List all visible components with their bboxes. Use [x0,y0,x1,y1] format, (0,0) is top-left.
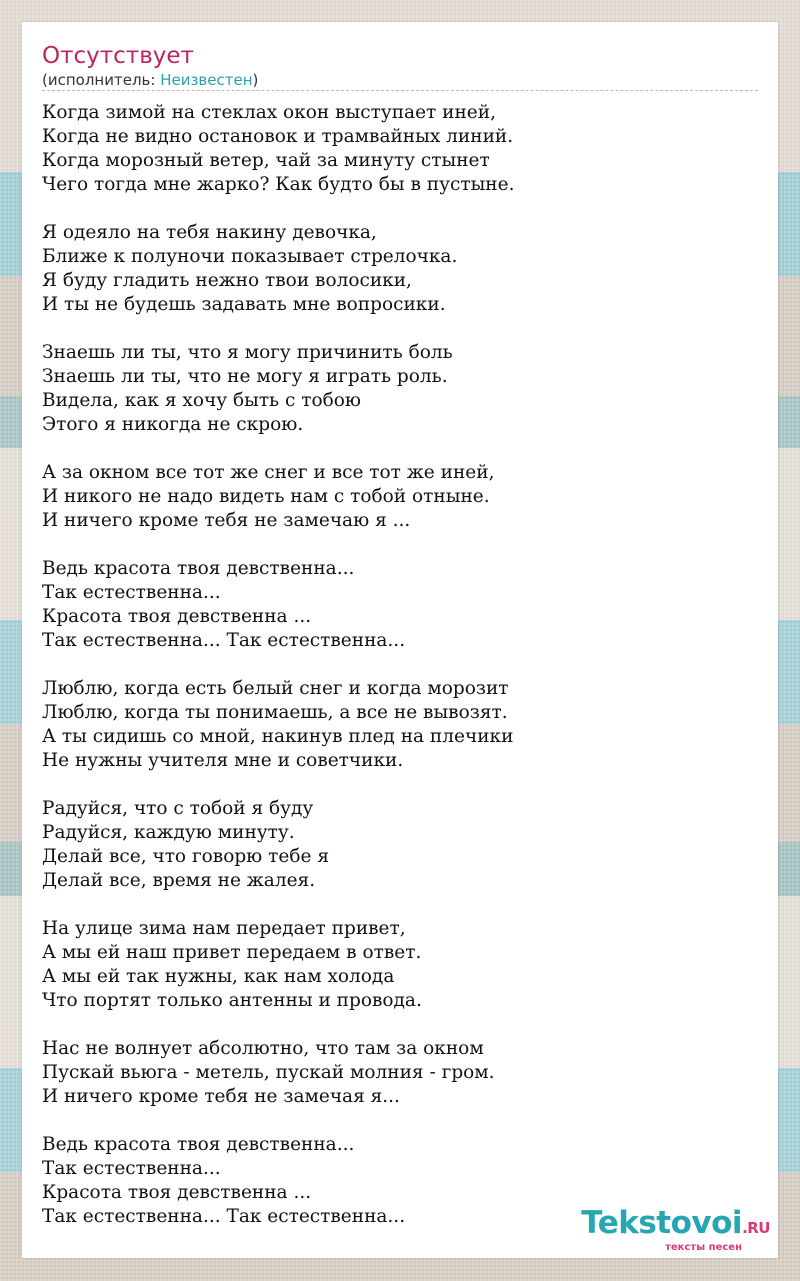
lyrics-stanza [42,797,758,893]
song-title: Отсутствует [42,43,194,69]
lyrics-line: На улице зима нам передает привет, [42,918,406,939]
lyrics-line: Так естественна... Так естественна... [42,1206,406,1227]
lyrics-line: А мы ей наш привет передаем в ответ. [42,942,422,963]
lyrics-line: А мы ей так нужны, как нам холода [42,966,395,987]
lyrics-stanza [42,221,758,317]
lyrics-line: Знаешь ли ты, что не могу я играть роль. [42,366,448,387]
lyrics-line: Люблю, когда ты понимаешь, а все не вывозят. [42,702,508,723]
lyrics-line: Делай все, время не жалея. [42,870,316,891]
artist-suffix: ) [252,71,259,89]
lyrics-line: Ведь красота твоя девственна... [42,1134,355,1155]
lyrics-line: Этого я никогда не скрою. [42,414,304,435]
lyrics-line: Когда морозный ветер, чай за минуту стынет [42,150,490,171]
lyrics-line: Люблю, когда есть белый снег и когда морозит [42,678,509,699]
lyrics-line: Чего тогда мне жарко? Как будто бы в пустыне. [42,174,515,195]
lyrics-line: Что портят только антенны и провода. [42,990,422,1011]
lyrics-line: А ты сидишь со мной, накинув плед на плечики [42,726,514,747]
lyrics-stanza [42,677,758,773]
artist-prefix: (исполнитель: [42,71,161,89]
lyrics-line: И ничего кроме тебя не замечаю я ... [42,510,411,531]
lyrics-stanza [42,917,758,1013]
lyrics-line: Знаешь ли ты, что я могу причинить боль [42,342,453,363]
lyrics-line: Так естественна... Так естественна... [42,630,406,651]
lyrics-line: Так естественна... [42,582,221,603]
artist-link[interactable]: Неизвестен [160,71,253,89]
lyrics-stanza [42,461,758,533]
lyrics-line: Ближе к полуночи показывает стрелочка. [42,246,458,267]
logo-tld: .RU [742,1219,770,1237]
logo-tagline: тексты песен [665,1242,742,1253]
lyrics-stanza [42,1037,758,1109]
lyrics-stanza [42,341,758,437]
artist-line [42,71,258,89]
lyrics-line: И никого не надо видеть нам с тобой отныне. [42,486,490,507]
lyrics-line: Радуйся, что с тобой я буду [42,798,314,819]
lyrics-line: Радуйся, каждую минуту. [42,822,295,843]
lyrics-line: Пускай вьюга - метель, пускай молния - гром. [42,1062,495,1083]
lyrics-stanza [42,101,758,197]
lyrics-line: Когда зимой на стеклах окон выступает иней, [42,102,496,123]
lyrics-line: Я буду гладить нежно твои волосики, [42,270,412,291]
lyrics-card [22,22,778,1258]
lyrics-line: Красота твоя девственна ... [42,606,312,627]
lyrics-line: И ничего кроме тебя не замечая я... [42,1086,400,1107]
lyrics-line: Видела, как я хочу быть с тобою [42,390,362,411]
lyrics-stanza [42,557,758,653]
lyrics-line: Ведь красота твоя девственна... [42,558,355,579]
lyrics-line: Делай все, что говорю тебе я [42,846,329,867]
logo-name: Tekstovoi [581,1205,743,1241]
dashed-divider [42,90,758,91]
lyrics-line: Красота твоя девственна ... [42,1182,312,1203]
lyrics-body [42,101,758,1253]
lyrics-line: Не нужны учителя мне и советчики. [42,750,404,771]
lyrics-line: Я одеяло на тебя накину девочка, [42,222,377,243]
lyrics-line: Нас не волнует абсолютно, что там за окном [42,1038,484,1059]
lyrics-line: Когда не видно остановок и трамвайных линий. [42,126,514,147]
lyrics-line: А за окном все тот же снег и все тот же иней, [42,462,495,483]
lyrics-line: Так естественна... [42,1158,221,1179]
lyrics-line: И ты не будешь задавать мне вопросики. [42,294,446,315]
site-logo[interactable] [581,1205,770,1253]
